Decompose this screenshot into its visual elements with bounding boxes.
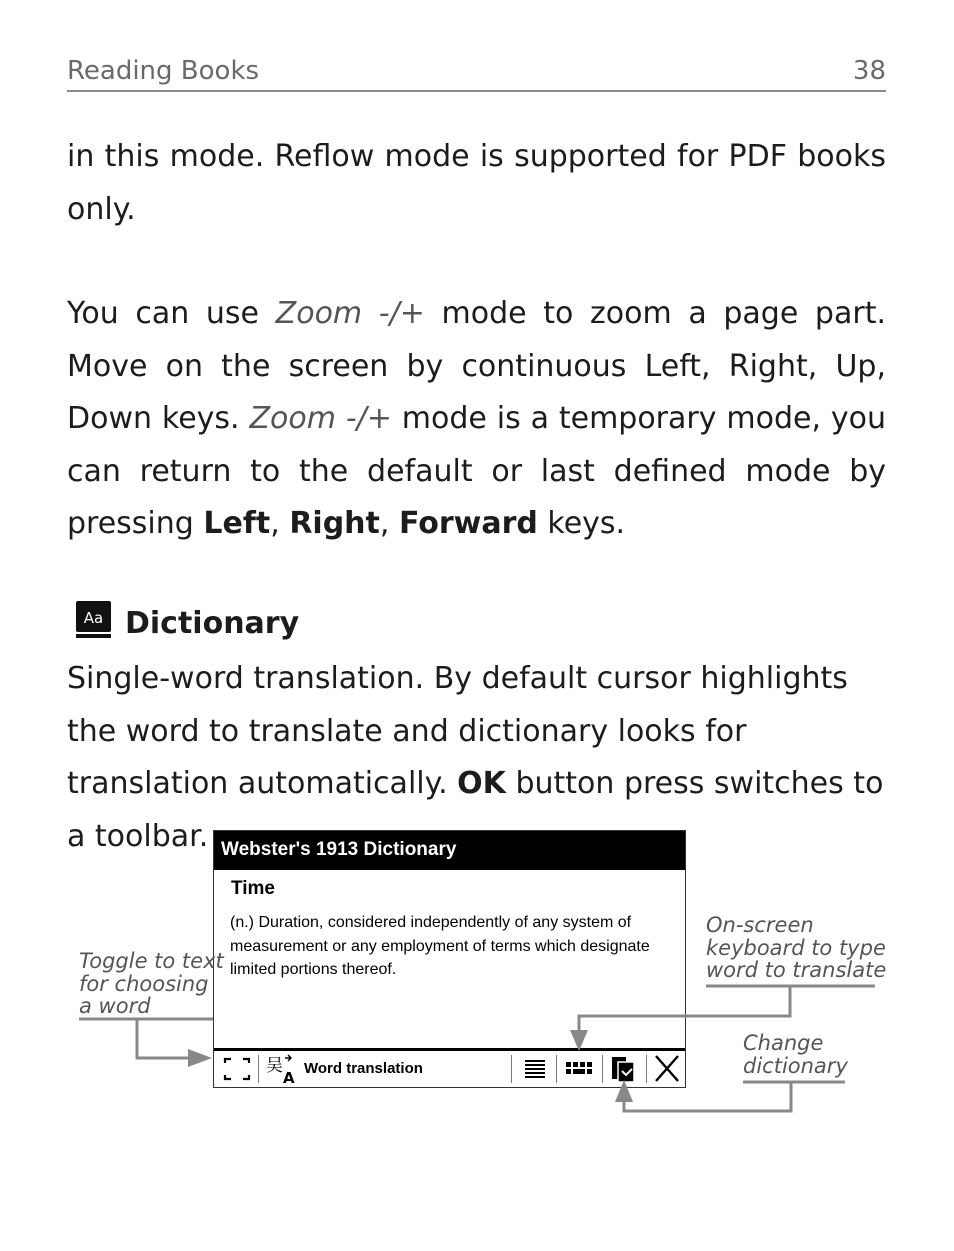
dictionary-window-title: Webster's 1913 Dictionary [214, 831, 685, 870]
toolbar-separator [511, 1055, 512, 1083]
dictionaries-icon[interactable] [608, 1051, 640, 1087]
callout-change-dictionary: Change dictionary [743, 1031, 848, 1078]
dictionary-definition: (n.) Duration, considered independently of any system of measurement or any employment of terms which designate limited portions thereof. [230, 914, 650, 978]
paragraph-zoom: You can use Zoom -/+ mode to zoom a page part. Move on the screen by continuous Left, Right, Up, Down keys. Zoom -/+ mode is a temporary mode, you can return to the default or last defined mode by pressing Left, Right, Forward keys. [67, 296, 886, 541]
zoom-mode-term: Zoom -/+ [275, 296, 425, 331]
text-select-icon[interactable] [222, 1051, 252, 1087]
svg-text:Aa: Aa [83, 609, 104, 627]
key-ok: OK [457, 766, 506, 801]
svg-text:A: A [283, 1069, 295, 1087]
translate-icon[interactable] [264, 1051, 300, 1087]
toolbar-separator [602, 1055, 603, 1083]
close-x-icon[interactable] [651, 1051, 683, 1087]
callout-connector-toggle [137, 1019, 190, 1058]
key-right: Right [289, 506, 380, 541]
toolbar-separator [258, 1055, 259, 1083]
svg-text:吴: 吴 [266, 1056, 283, 1076]
word-translation-label: Word translation [304, 1060, 423, 1077]
callout-keyboard: On-screen keyboard to type word to translate [706, 913, 887, 982]
dictionary-headword: Time [231, 878, 276, 899]
arrow-head [188, 1049, 212, 1067]
zoom-mode-term: Zoom -/+ [249, 401, 392, 436]
dictionary-toolbar [214, 1048, 685, 1087]
list-lines-icon[interactable] [520, 1051, 550, 1087]
toolbar-separator [556, 1055, 557, 1083]
key-left: Left [203, 506, 271, 541]
running-header: Reading Books [67, 56, 260, 86]
toolbar-separator [646, 1055, 647, 1083]
paragraph-dictionary: Single-word translation. By default cursor highlights the word to translate and dictionary looks for translation automatically. OK button press switches to a toolbar. [67, 661, 884, 854]
keyboard-icon[interactable] [562, 1051, 596, 1087]
paragraph-reflow: in this mode. Reflow mode is supported for PDF books only. [67, 139, 886, 227]
dictionary-screenshot [213, 830, 686, 1088]
dictionary-book-icon [75, 600, 112, 640]
callout-toggle-text: Toggle to text for choosing a word [79, 949, 224, 1018]
key-forward: Forward [398, 506, 538, 541]
page-number: 38 [852, 56, 886, 86]
section-title: Dictionary [125, 606, 300, 641]
page-header [67, 56, 886, 92]
